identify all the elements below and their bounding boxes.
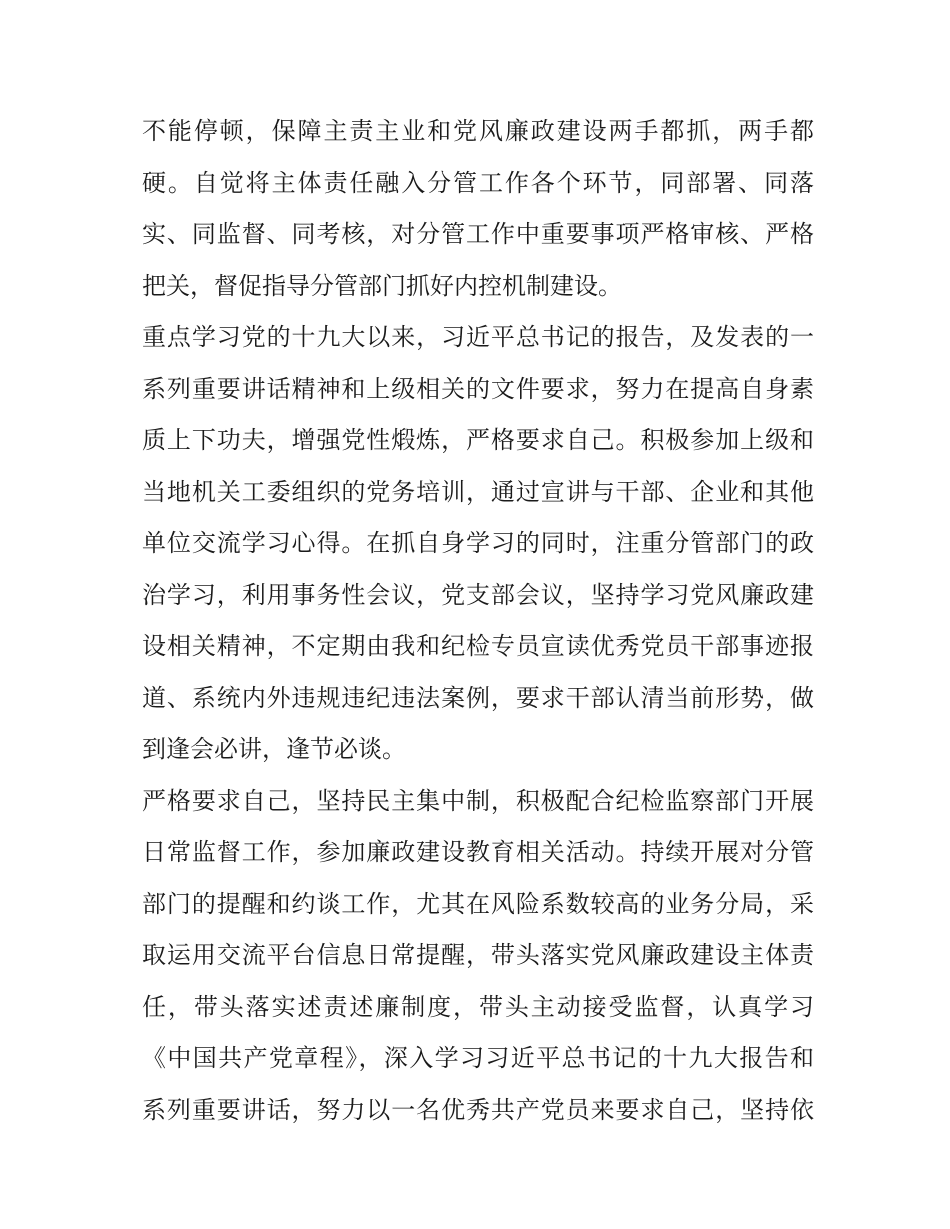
text-line: 单位交流学习心得。在抓自身学习的同时，注重分管部门的政 xyxy=(142,529,814,557)
paragraph-1 xyxy=(142,106,814,312)
text-line: 部门的提醒和约谈工作，尤其在风险系数较高的业务分局，采 xyxy=(142,889,814,918)
text-line: 日常监督工作，参加廉政建设教育相关活动。持续开展对分管 xyxy=(142,838,814,866)
text-line: 重点学习党的十九大以来，习近平总书记的报告，及发表的一 xyxy=(142,323,814,351)
text-line: 任，带头落实述责述廉制度，带头主动接受监督，认真学习 xyxy=(142,992,814,1021)
document-body xyxy=(142,106,814,1136)
paragraph-2 xyxy=(142,312,814,776)
text-line: 不能停顿，保障主责主业和党风廉政建设两手都抓，两手都 xyxy=(142,117,814,145)
text-line: 实、同监督、同考核，对分管工作中重要事项严格审核、严格 xyxy=(142,220,814,248)
text-line: 设相关精神，不定期由我和纪检专员宣读优秀党员干部事迹报 xyxy=(142,632,814,660)
text-line: 硬。自觉将主体责任融入分管工作各个环节，同部署、同落 xyxy=(142,168,814,197)
text-line: 治学习，利用事务性会议，党支部会议，坚持学习党风廉政建 xyxy=(142,580,814,609)
text-line: 系列重要讲话，努力以一名优秀共产党员来要求自己，坚持依 xyxy=(142,1095,814,1124)
text-line: 取运用交流平台信息日常提醒，带头落实党风廉政建设主体责 xyxy=(142,941,814,969)
paragraph-3 xyxy=(142,776,814,1137)
text-line: 道、系统内外违规违纪违法案例，要求干部认清当前形势，做 xyxy=(142,683,814,712)
text-line: 到逢会必讲，逢节必谈。 xyxy=(142,735,406,763)
text-line: 质上下功夫，增强党性煅炼，严格要求自己。积极参加上级和 xyxy=(142,426,814,454)
text-line: 严格要求自己，坚持民主集中制，积极配合纪检监察部门开展 xyxy=(142,786,814,815)
text-line: 系列重要讲话精神和上级相关的文件要求，努力在提高自身素 xyxy=(142,374,814,403)
text-line: 《中国共产党章程》，深入学习习近平总书记的十九大报告和 xyxy=(142,1044,814,1072)
text-line: 当地机关工委组织的党务培训，通过宣讲与干部、企业和其他 xyxy=(142,477,814,506)
text-line: 把关，督促指导分管部门抓好内控机制建设。 xyxy=(142,271,622,300)
